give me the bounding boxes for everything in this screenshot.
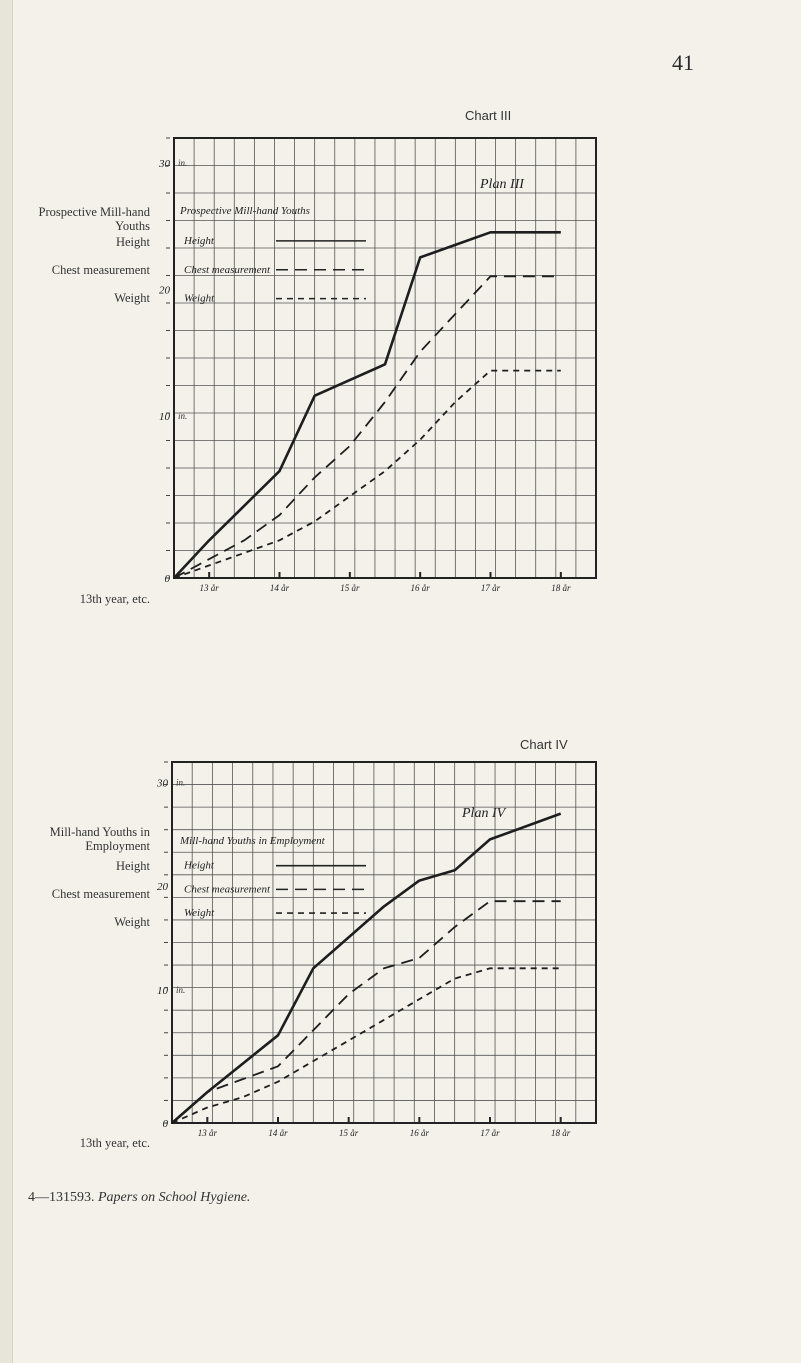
x-tick-label: 17 år	[480, 583, 501, 593]
group-label: Prospective Mill-hand Youths	[38, 205, 150, 233]
page-number: 41	[672, 50, 694, 75]
key-item-label: Height	[184, 859, 214, 872]
age-label: 13th year, etc.	[79, 1136, 150, 1150]
y-tick-label: 0	[164, 573, 170, 585]
age-label: 13th year, etc.	[79, 592, 150, 606]
key-item-label: Weight	[184, 907, 215, 920]
group-label: Mill-hand Youths in Employment	[49, 825, 150, 853]
footer-title: Papers on School Hygiene.	[98, 1190, 251, 1205]
chest-label: Chest measurement	[51, 263, 150, 277]
y-tick-label: 10	[159, 410, 170, 423]
series-line-chest-measurement	[174, 276, 561, 578]
x-tick-label: 18 år	[551, 583, 571, 593]
footer	[28, 1190, 250, 1206]
chart-title: Chart IV	[520, 737, 568, 752]
y-tick-label: 20	[157, 881, 168, 894]
weight-label: Weight	[114, 291, 150, 305]
x-tick-label: 15 år	[340, 583, 360, 593]
key-item-label: Height	[184, 234, 214, 247]
height-label: Height	[115, 235, 150, 249]
weight-label: Weight	[114, 915, 150, 929]
x-tick-label: 17 år	[480, 1128, 500, 1138]
x-tick-label: 16 år	[410, 583, 430, 593]
y-tick-label: 30	[159, 157, 170, 170]
x-tick-label: 13 år	[197, 1128, 217, 1138]
plan-label: Plan III	[480, 177, 524, 192]
chest-label: Chest measurement	[51, 887, 150, 901]
key-item-label: Chest measurement	[184, 263, 271, 276]
key-title: Prospective Mill-hand Youths	[180, 205, 310, 217]
x-tick-label: 13 år	[199, 583, 219, 593]
key-item-label: Chest measurement	[184, 883, 271, 896]
y-tick-label: 10	[157, 984, 168, 997]
x-tick-label: 18 år	[551, 1128, 571, 1138]
y-tick-label: 30	[157, 777, 168, 790]
y-unit-label: in.	[178, 157, 188, 168]
series-line-height	[174, 232, 561, 578]
plan-label: Plan IV	[462, 806, 506, 821]
key-item-label: Weight	[184, 292, 215, 305]
y-unit-label: in.	[176, 984, 186, 995]
y-unit-label: in.	[178, 410, 188, 421]
chart-title: Chart III	[465, 108, 512, 123]
x-tick-label: 16 år	[409, 1128, 429, 1138]
height-label: Height	[115, 859, 150, 873]
footer-code: 4—131593.	[28, 1190, 95, 1205]
x-tick-label: 15 år	[339, 1128, 359, 1138]
y-tick-label: 0	[162, 1118, 168, 1130]
x-tick-label: 14 år	[268, 1128, 288, 1138]
x-tick-label: 14 år	[269, 583, 290, 593]
y-tick-label: 20	[159, 284, 170, 297]
key-title: Mill-hand Youths in Employment	[180, 835, 325, 847]
y-unit-label: in.	[176, 777, 186, 788]
